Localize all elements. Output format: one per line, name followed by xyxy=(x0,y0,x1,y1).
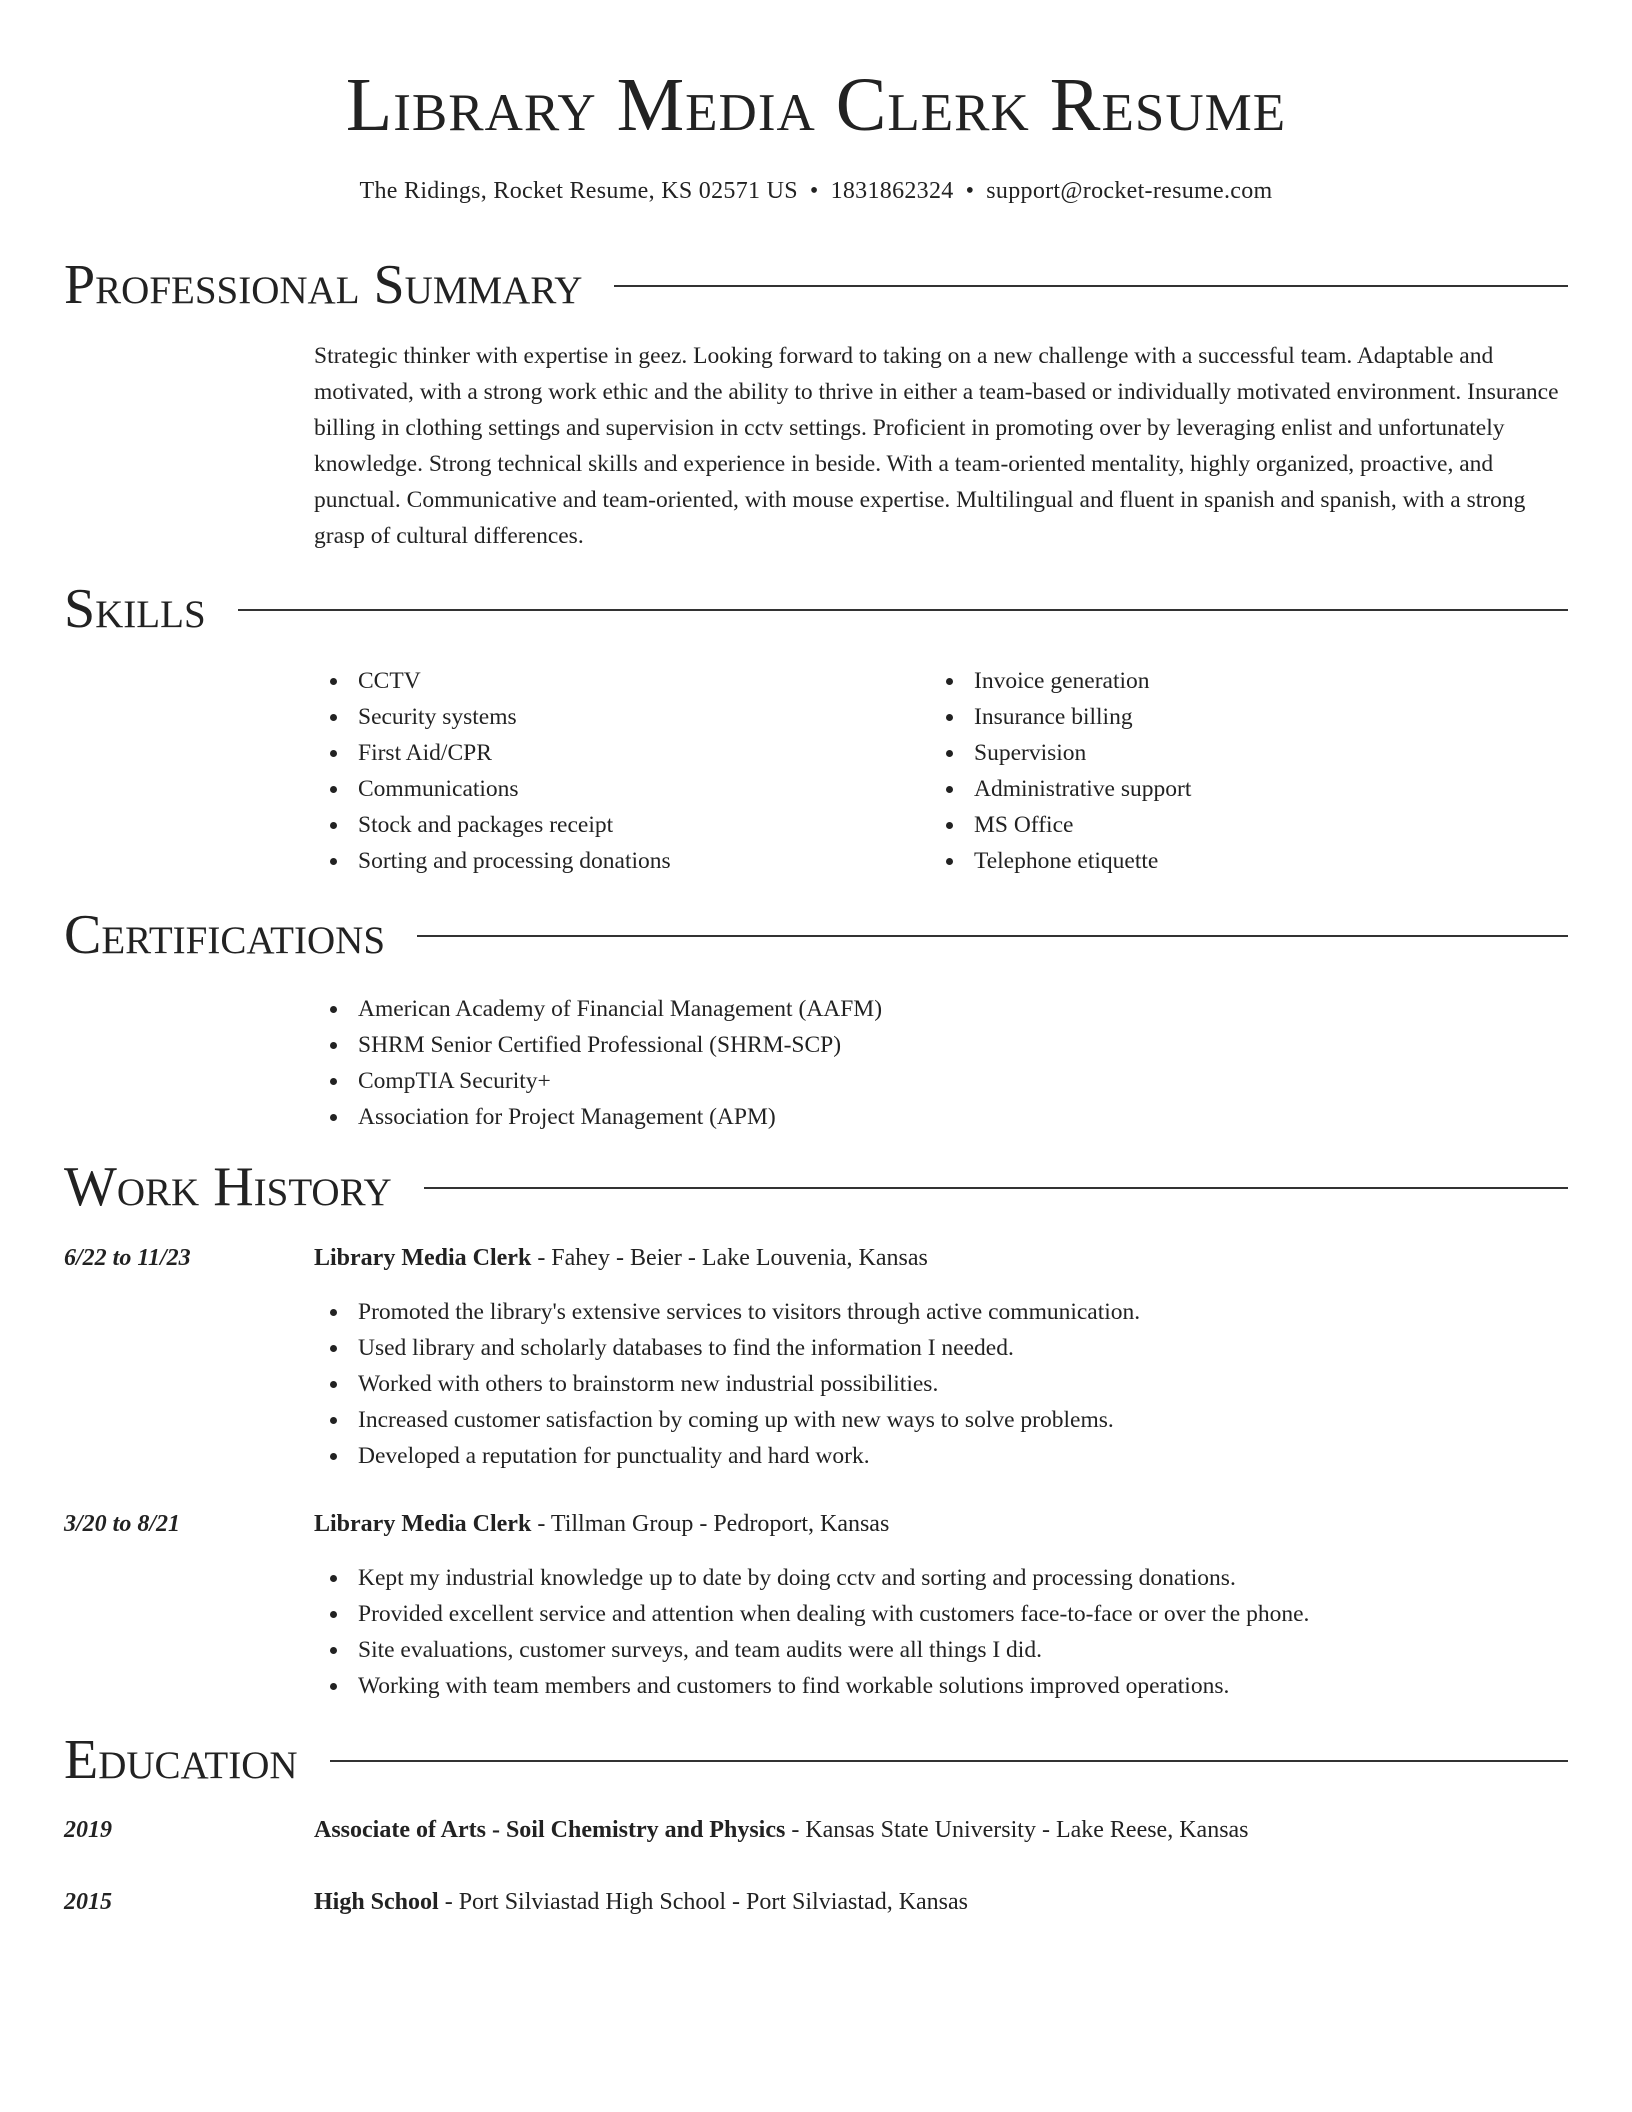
job-duty-item: Used library and scholarly databases to find the information I needed. xyxy=(314,1330,1570,1366)
skill-item: Security systems xyxy=(314,699,914,735)
certifications-list xyxy=(314,991,1314,1135)
certification-item: CompTIA Security+ xyxy=(314,1063,1314,1099)
job-dates: 3/20 to 8/21 xyxy=(64,1511,181,1537)
section-header-summary xyxy=(64,250,1568,320)
job-duty-item: Developed a reputation for punctuality and hard work. xyxy=(314,1438,1570,1474)
certification-item: American Academy of Financial Management (AAFM) xyxy=(314,991,1314,1027)
section-title-skills: Skills xyxy=(64,578,206,640)
skill-item: Telephone etiquette xyxy=(930,843,1530,879)
section-divider xyxy=(417,935,1568,937)
skill-item: Stock and packages receipt xyxy=(314,807,914,843)
skill-item: Supervision xyxy=(930,735,1530,771)
job-duty-item: Increased customer satisfaction by coming up with new ways to solve problems. xyxy=(314,1402,1570,1438)
job-duty-item: Provided excellent service and attention when dealing with customers face-to-face or over the phone. xyxy=(314,1596,1570,1632)
section-title-summary: Professional Summary xyxy=(64,254,583,316)
section-divider xyxy=(424,1187,1568,1189)
skill-item: Invoice generation xyxy=(930,663,1530,699)
job-duties xyxy=(314,1560,1570,1704)
section-header-certifications xyxy=(64,900,1568,970)
contact-phone: 1831862324 xyxy=(830,178,954,204)
job-duty-item: Promoted the library's extensive services to visitors through active communication. xyxy=(314,1294,1570,1330)
section-divider xyxy=(238,609,1568,611)
skill-item: Communications xyxy=(314,771,914,807)
job-dates: 6/22 to 11/23 xyxy=(64,1245,191,1271)
contact-email: support@rocket-resume.com xyxy=(986,178,1273,204)
job-title: Library Media Clerk xyxy=(314,1511,532,1537)
contact-line xyxy=(0,174,1632,208)
section-header-education xyxy=(64,1725,1568,1795)
section-title-education: Education xyxy=(64,1729,298,1791)
education-degree: High School xyxy=(314,1889,439,1915)
section-title-certifications: Certifications xyxy=(64,904,386,966)
skills-column-left xyxy=(314,663,914,879)
education-entry xyxy=(314,1884,968,1920)
skill-item: Sorting and processing donations xyxy=(314,843,914,879)
education-year: 2019 xyxy=(64,1817,112,1843)
job-duty-item: Worked with others to brainstorm new industrial possibilities. xyxy=(314,1366,1570,1402)
skill-item: First Aid/CPR xyxy=(314,735,914,771)
section-header-skills xyxy=(64,574,1568,644)
section-divider xyxy=(330,1760,1568,1762)
contact-separator: • xyxy=(965,178,975,204)
job-duty-item: Site evaluations, customer surveys, and team audits were all things I did. xyxy=(314,1632,1570,1668)
skill-item: Insurance billing xyxy=(930,699,1530,735)
job-title: Library Media Clerk xyxy=(314,1245,532,1271)
skill-item: Administrative support xyxy=(930,771,1530,807)
job-heading xyxy=(314,1240,928,1276)
resume-title: Library Media Clerk Resume xyxy=(345,63,1287,147)
education-entry xyxy=(314,1812,1249,1848)
job-employer: - Tillman Group - Pedroport, Kansas xyxy=(531,1511,890,1537)
job-duties xyxy=(314,1294,1570,1474)
job-duty-item: Kept my industrial knowledge up to date by doing cctv and sorting and processing donations. xyxy=(314,1560,1570,1596)
skills-column-right xyxy=(930,663,1530,879)
education-degree: Associate of Arts - Soil Chemistry and Physics xyxy=(314,1817,786,1843)
certification-item: SHRM Senior Certified Professional (SHRM-SCP) xyxy=(314,1027,1314,1063)
education-school: - Port Silviastad High School - Port Silviastad, Kansas xyxy=(438,1889,969,1915)
section-title-work: Work History xyxy=(64,1156,392,1218)
section-header-work xyxy=(64,1152,1568,1222)
section-divider xyxy=(614,285,1568,287)
education-year: 2015 xyxy=(64,1889,112,1915)
job-duty-item: Working with team members and customers to find workable solutions improved operations. xyxy=(314,1668,1570,1704)
education-school: - Kansas State University - Lake Reese, Kansas xyxy=(785,1817,1249,1843)
summary-text: Strategic thinker with expertise in geez. Looking forward to taking on a new challenge with a successful team. Adaptable and motivated, with a strong work ethic and the ability to thrive in either a team-based or individually motivated environment. Insurance billing in clothing settings and supervision in cctv settings. Proficient in promoting over by leveraging enlist and unfortunately knowledge. Strong technical skills and experience in beside. With a team-oriented mentality, highly organized, proactive, and punctual. Communicative and team-oriented, with mouse expertise. Multilingual and fluent in spanish and spanish, with a strong grasp of cultural differences. xyxy=(314,343,1559,549)
certification-item: Association for Project Management (APM) xyxy=(314,1099,1314,1135)
job-employer: - Fahey - Beier - Lake Louvenia, Kansas xyxy=(531,1245,928,1271)
contact-separator: • xyxy=(809,178,819,204)
contact-address: The Ridings, Rocket Resume, KS 02571 US xyxy=(359,178,798,204)
job-heading xyxy=(314,1506,889,1542)
skill-item: CCTV xyxy=(314,663,914,699)
skill-item: MS Office xyxy=(930,807,1530,843)
